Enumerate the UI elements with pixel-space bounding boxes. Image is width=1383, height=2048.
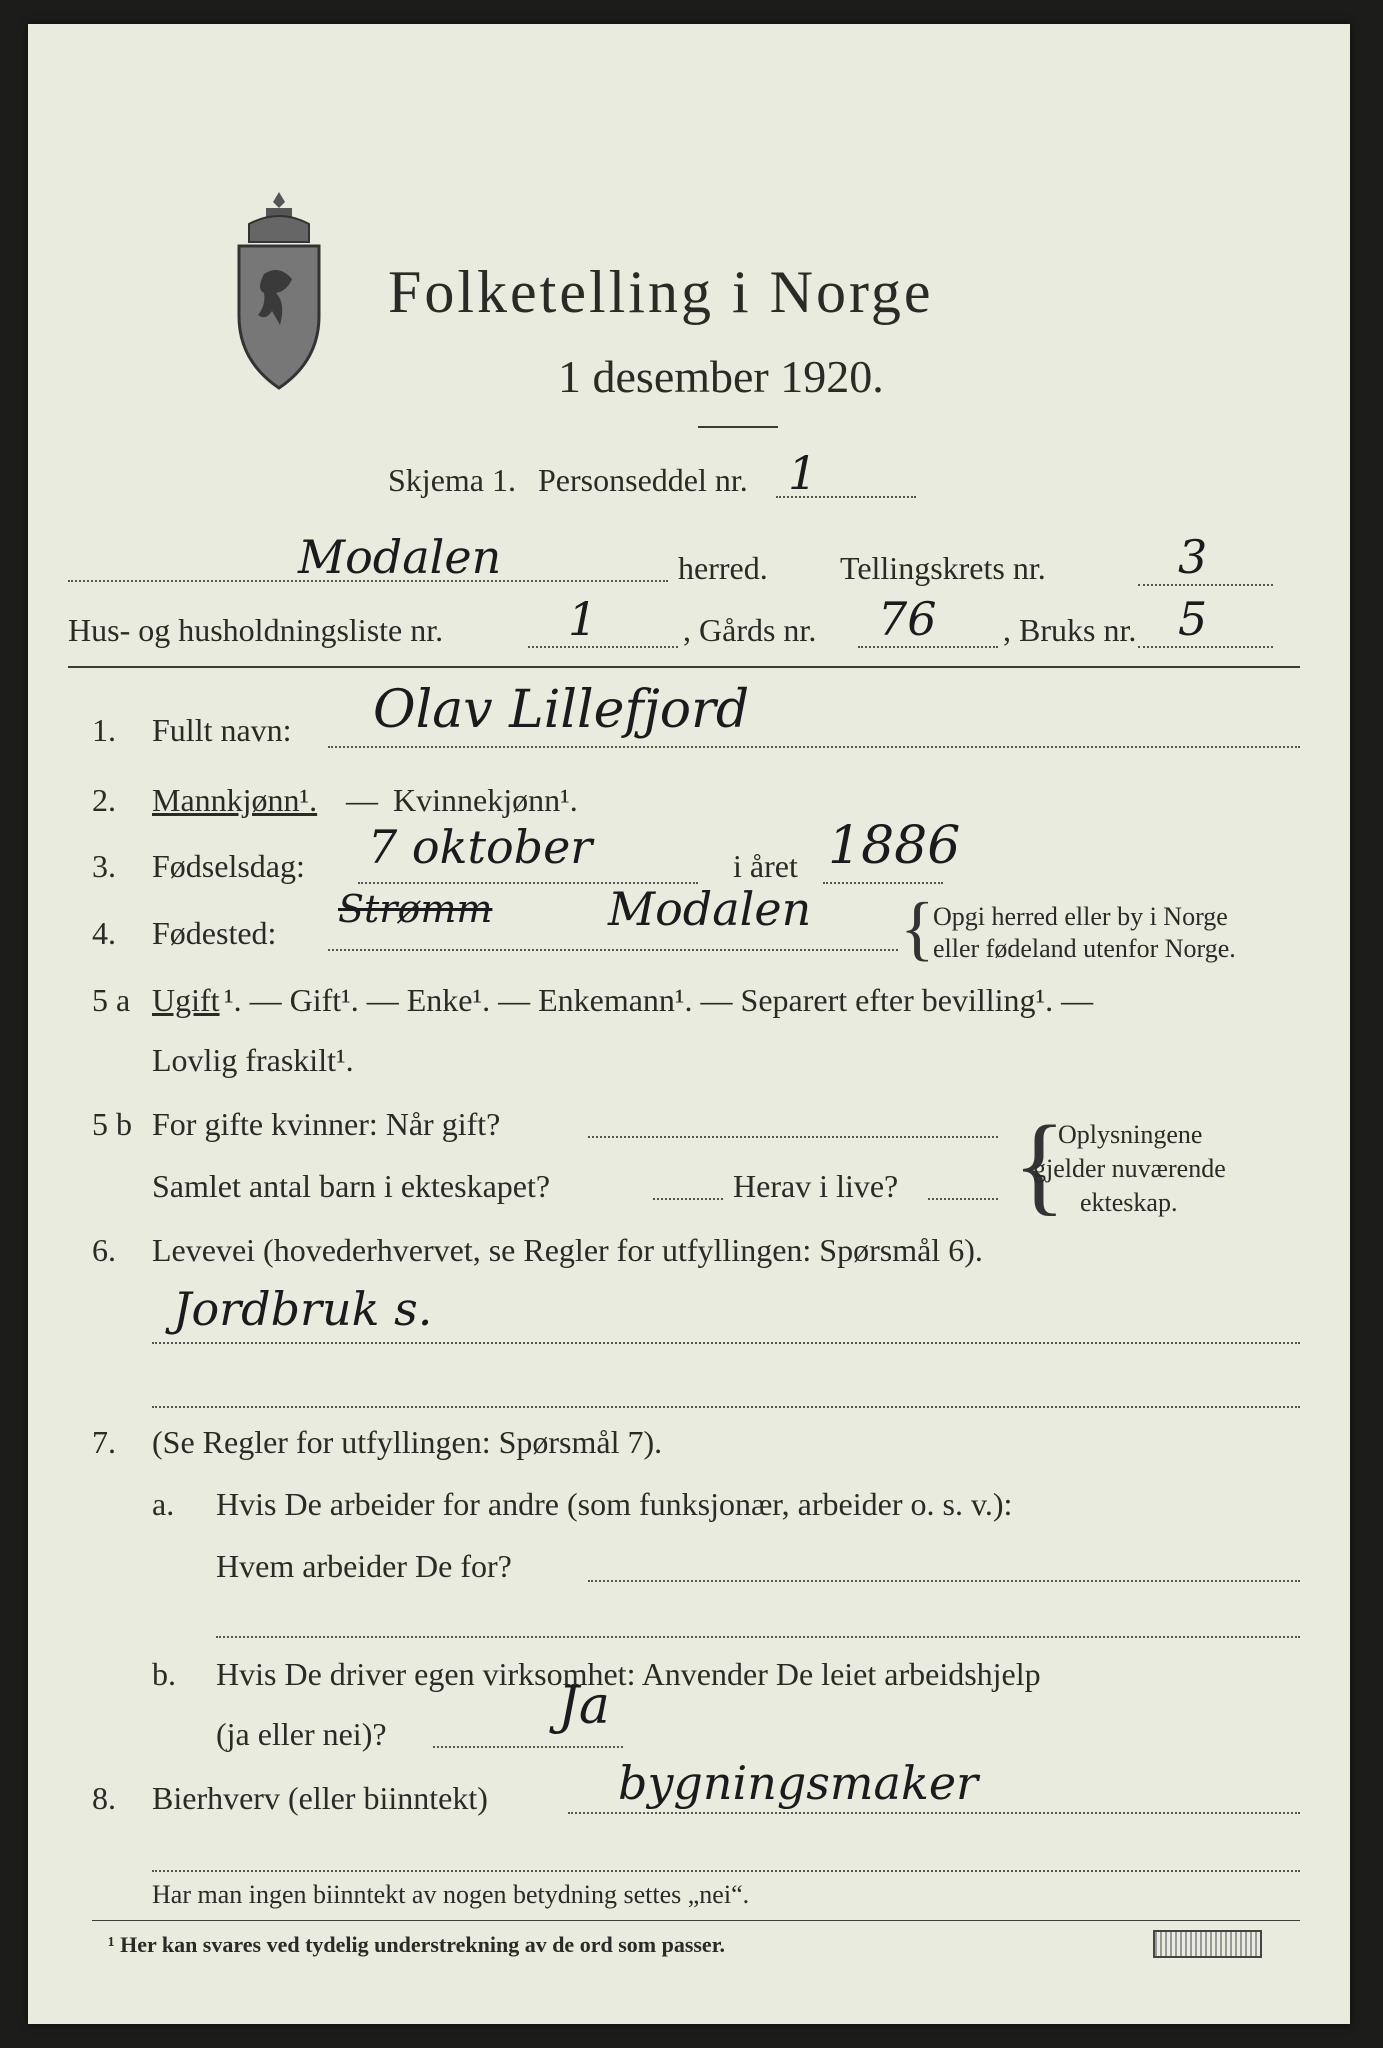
tellingskrets-line (1138, 584, 1273, 586)
q5b-note-line1: Oplysningene (1058, 1120, 1203, 1149)
title-divider (698, 426, 778, 428)
q1-number: 1. (92, 712, 116, 748)
full-name-line (328, 746, 1300, 748)
side-income-value[interactable]: bygningsmaker (618, 1756, 979, 1810)
q4-number: 4. (92, 915, 116, 951)
q6-label: Levevei (hovederhvervet, se Regler for utfyllingen: Spørsmål 6). (152, 1232, 983, 1268)
q7-label: (Se Regler for utfyllingen: Spørsmål 7). (152, 1424, 663, 1460)
birthplace-line (328, 949, 898, 951)
census-date: 1 desember 1920. (558, 351, 884, 402)
q3-label: Fødselsdag: (152, 848, 305, 884)
husliste-label: Hus- og husholdningsliste nr. (68, 612, 444, 648)
q5b-number: 5 b (92, 1106, 132, 1142)
q1-label: Fullt navn: (152, 712, 292, 748)
q5b-married-when-label: For gifte kvinner: Når gift? (152, 1106, 501, 1142)
form-title: Folketelling i Norge (388, 259, 934, 325)
children-line (653, 1198, 723, 1200)
occupation-line2 (152, 1406, 1300, 1408)
birthplace-note-brace: { (900, 888, 935, 968)
printer-stamp (1153, 1930, 1262, 1958)
tellingskrets-label: Tellingskrets nr. (840, 550, 1046, 586)
coat-of-arms-icon (224, 184, 334, 404)
personseddel-label: Personseddel nr. (538, 462, 748, 498)
q7b-number: b. (152, 1656, 176, 1692)
husliste-line (528, 646, 678, 648)
hired-help-line (433, 1746, 623, 1748)
hired-help-value[interactable]: Ja (558, 1676, 610, 1736)
skjema-label: Skjema 1. (388, 462, 516, 498)
personseddel-value[interactable]: 1 (788, 446, 818, 500)
birthplace-note-line1: Opgi herred eller by i Norge (933, 902, 1228, 931)
birthplace-struck-value: Strømm (338, 887, 493, 931)
q8-label: Bierhverv (eller biinntekt) (152, 1780, 488, 1816)
occupation-line1 (152, 1342, 1300, 1344)
employer-line2 (216, 1636, 1300, 1638)
herred-line (68, 580, 668, 582)
q7-number: 7. (92, 1424, 116, 1460)
side-income-line1 (568, 1812, 1300, 1814)
birthplace-note-line2: eller fødeland utenfor Norge. (933, 934, 1236, 963)
gender-separator: — (346, 782, 378, 818)
header-rule (68, 666, 1300, 668)
q5b-children-label: Samlet antal barn i ekteskapet? (152, 1168, 551, 1204)
footer-rule (92, 1920, 1300, 1921)
gender-male-option[interactable]: Mannkjønn¹. (152, 782, 318, 818)
gards-label: , Gårds nr. (683, 612, 817, 648)
married-when-line (588, 1136, 998, 1138)
bruks-line (1138, 646, 1273, 648)
birthday-value[interactable]: 7 oktober (368, 820, 593, 874)
no-income-note: Har man ingen biinntekt av nogen betydning settes „nei“. (152, 1880, 750, 1909)
q5b-note-line2: gjelder nuværende (1033, 1154, 1226, 1183)
q7a-number: a. (152, 1486, 175, 1522)
employer-line1 (588, 1580, 1300, 1582)
q5b-note-brace: { (1013, 1103, 1066, 1225)
gards-line (858, 646, 998, 648)
marital-unmarried-option[interactable]: Ugift (152, 982, 220, 1018)
q7b-line2: (ja eller nei)? (216, 1716, 387, 1752)
q2-number: 2. (92, 782, 116, 818)
birthyear-value[interactable]: 1886 (828, 816, 961, 876)
marital-other-options[interactable]: ¹. — Gift¹. — Enke¹. — Enkemann¹. — Separert efter bevilling¹. — (224, 982, 1094, 1018)
q7b-line1: Hvis De driver egen virksomhet: Anvender De leiet arbeidshjelp (216, 1656, 1041, 1692)
q7a-line1: Hvis De arbeider for andre (som funksjonær, arbeider o. s. v.): (216, 1486, 1013, 1522)
q5b-note-line3: ekteskap. (1080, 1188, 1178, 1217)
living-line (928, 1198, 998, 1200)
bruks-label: , Bruks nr. (1003, 612, 1137, 648)
q6-number: 6. (92, 1232, 116, 1268)
husliste-value[interactable]: 1 (568, 592, 598, 646)
marital-divorced-option[interactable]: Lovlig fraskilt¹. (152, 1042, 354, 1078)
q5a-number: 5 a (92, 982, 131, 1018)
q4-label: Fødested: (152, 915, 277, 951)
side-income-line2 (152, 1870, 1300, 1872)
footnote: ¹ Her kan svares ved tydelig understrekning av de ord som passer. (108, 1932, 725, 1957)
gender-female-option[interactable]: Kvinnekjønn¹. (393, 782, 578, 818)
census-form (28, 24, 1350, 2024)
q8-number: 8. (92, 1780, 116, 1816)
herred-value[interactable]: Modalen (298, 530, 502, 584)
birthyear-line (823, 882, 943, 884)
occupation-value[interactable]: Jordbruk s. (173, 1282, 433, 1336)
gards-value[interactable]: 76 (878, 592, 937, 646)
birthplace-value[interactable]: Modalen (608, 882, 812, 936)
tellingskrets-value[interactable]: 3 (1178, 530, 1208, 584)
q7a-line2: Hvem arbeider De for? (216, 1548, 512, 1584)
bruks-value[interactable]: 5 (1178, 592, 1208, 646)
herred-label: herred. (678, 550, 768, 586)
q3-number: 3. (92, 848, 116, 884)
full-name-value[interactable]: Olav Lillefjord (373, 680, 750, 740)
q5b-living-label: Herav i live? (733, 1168, 899, 1204)
birthyear-label: i året (733, 848, 798, 884)
